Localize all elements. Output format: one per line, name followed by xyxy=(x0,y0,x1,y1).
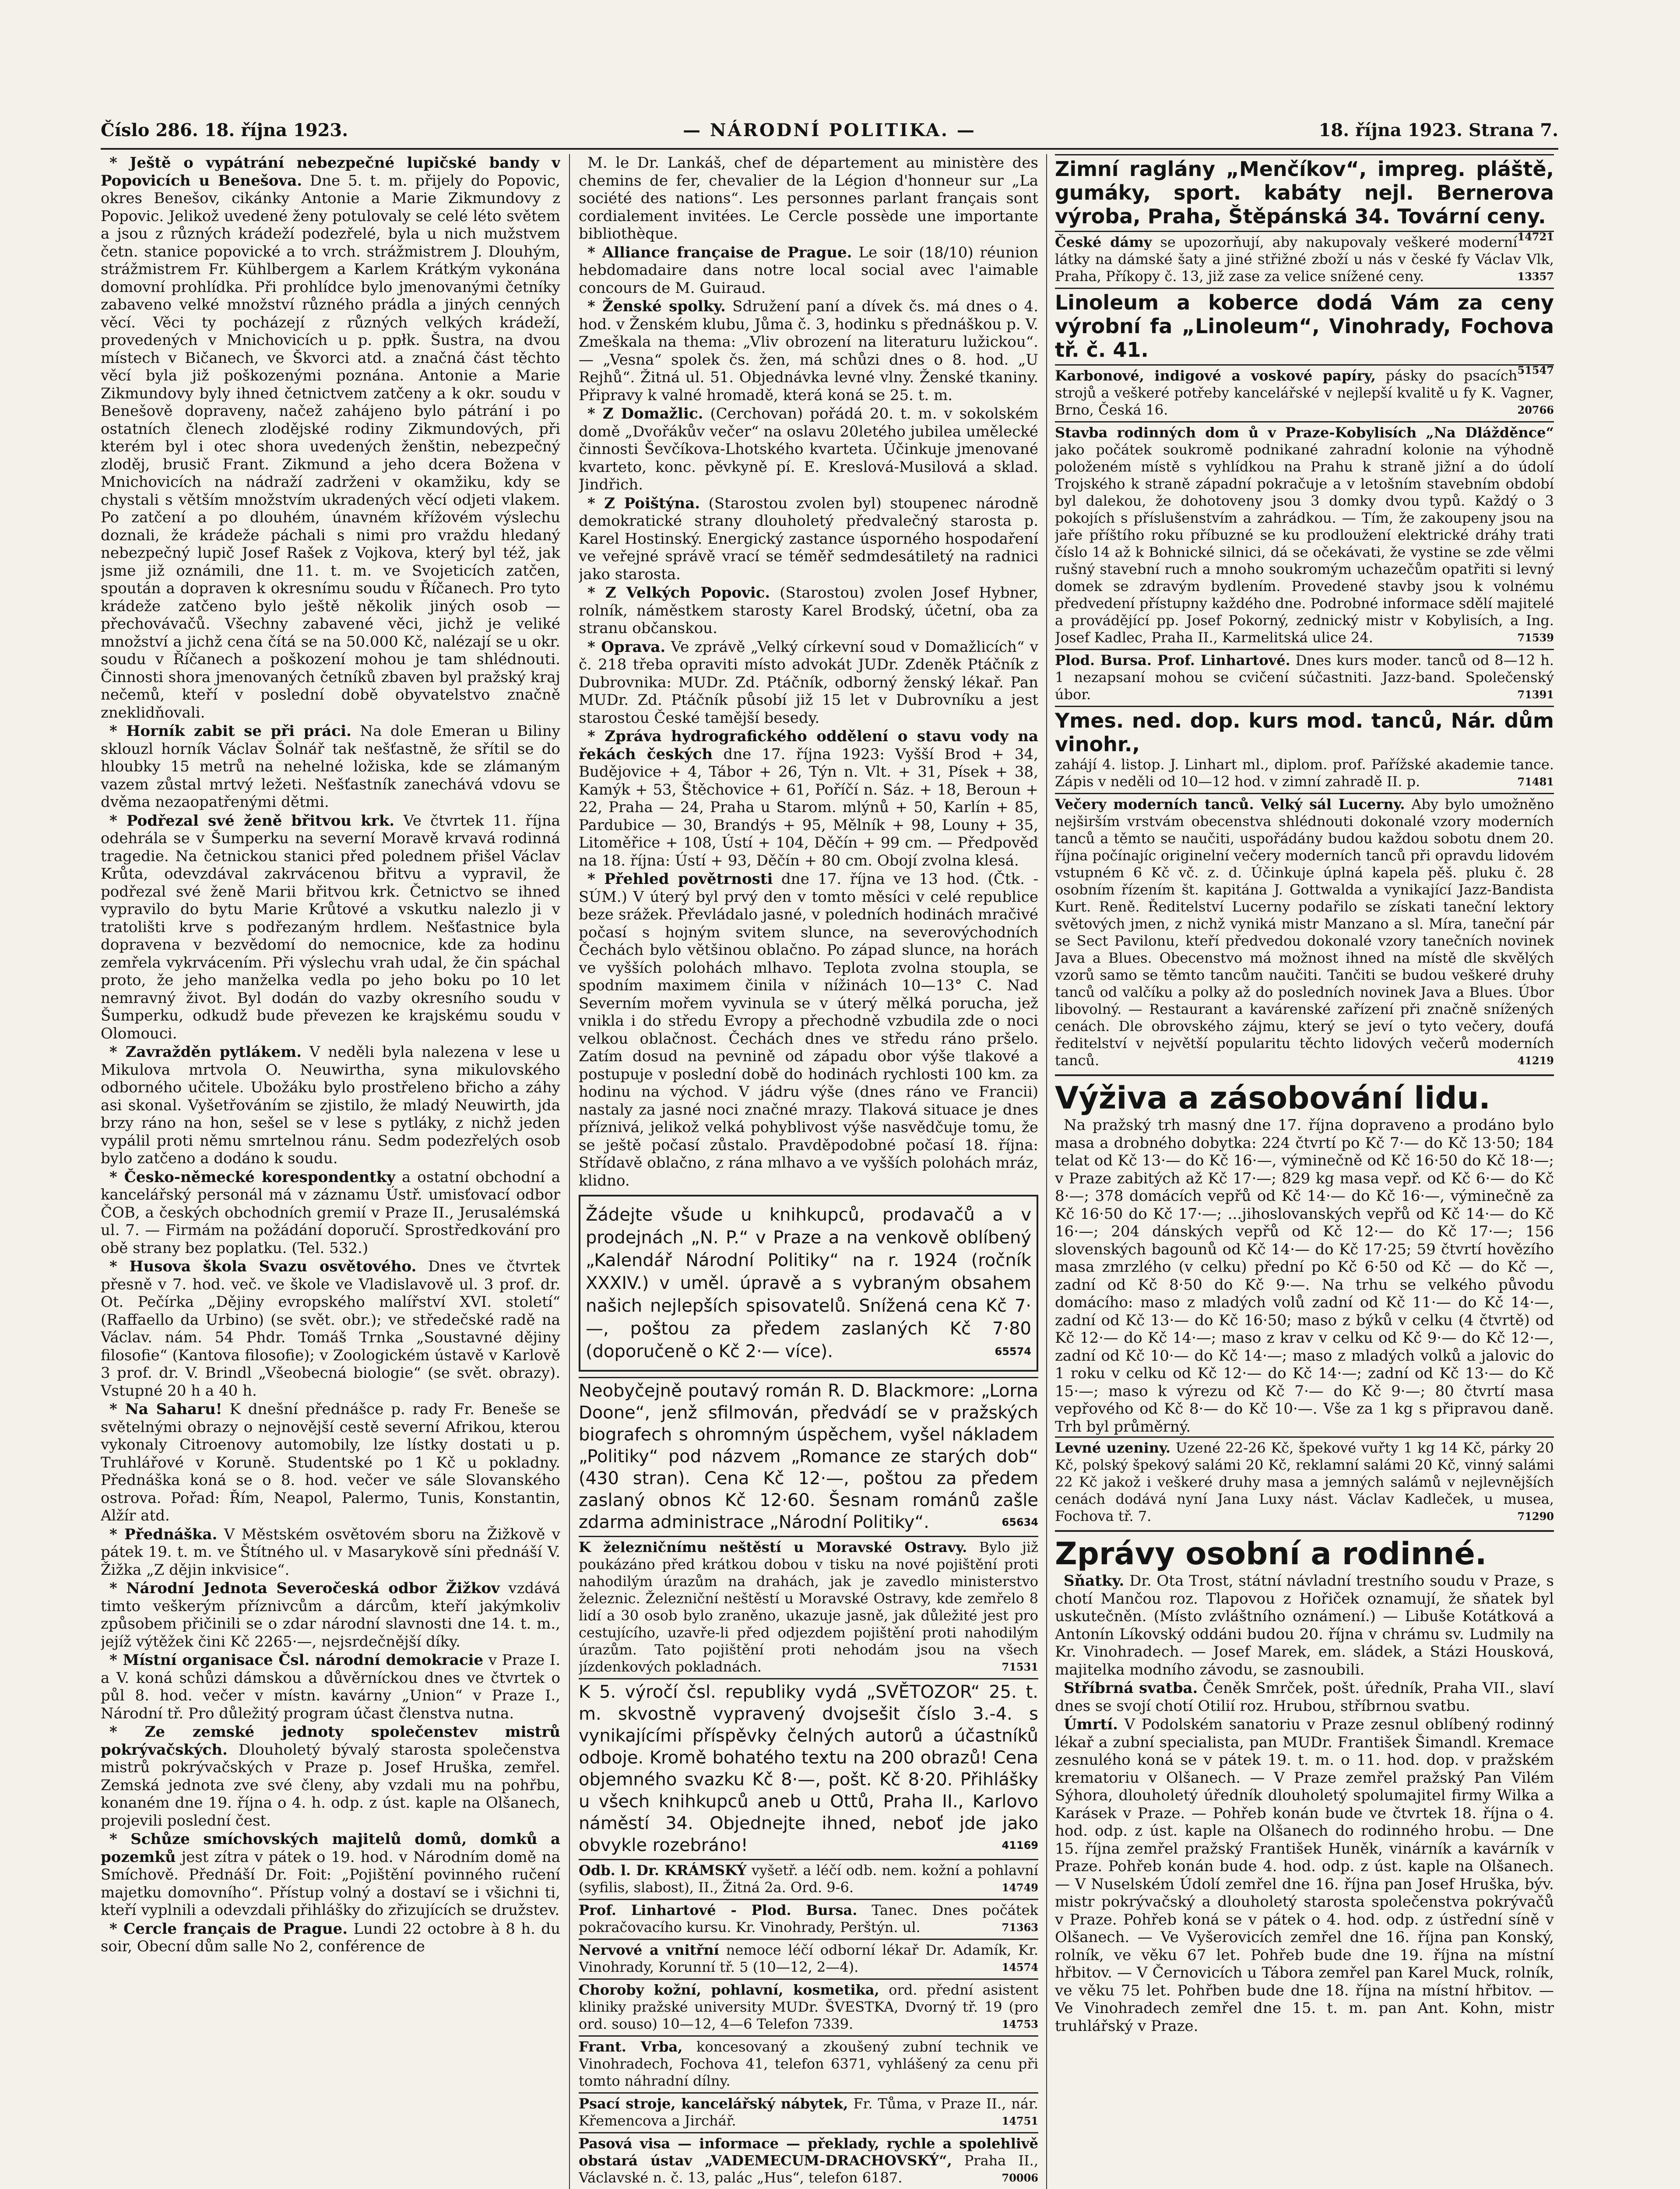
ad-number: 14751 xyxy=(1002,2115,1038,2127)
ad-number: 14753 xyxy=(1002,2018,1038,2031)
article-heading: * Na Saharu! xyxy=(109,1401,222,1418)
ad-text: Dnes kurs moder. tanců od 8—12 h. 1 nezapsaní mohou se cvičení súčastniti. Jazz-band. Společenský úbor. xyxy=(1055,652,1554,703)
newspaper-title: — NÁRODNÍ POLITIKA. — xyxy=(683,120,976,141)
article xyxy=(101,1258,560,1400)
article xyxy=(579,495,1038,584)
ad-number: 13357 xyxy=(1517,270,1554,283)
article xyxy=(579,728,1038,869)
article-text: K dnešní přednášce p. rady Fr. Beneše se světelnými obrazy o nejnovější cestě severní Afrikou, kterou vykonaly Citroenovy automobily, lze lístky dostati u p. Truhlářové v Koruně. Studentské po 1 Kč u pokladny. Přednáška koná se o 8. hod. večer ve sále Slovanského ostrova. Pořad: Řím, Neapol, Palermo, Tunis, Konstantin, Alžír atd. xyxy=(101,1401,560,1524)
ad-text: Praha II., Václavské n. č. 13, palác „Hus“, telefon 6187. xyxy=(579,2152,1038,2186)
news-text: V Podolském sanatoriu v Praze zesnul oblíbený rodinný lékař a zubní specialista, pan MUDr. František Šimandl. Kremace zesnulého koná se v pátek 19. t. m. o 11. hod. dop. v pražském krematoriu v Olšanech. — V Praze zemřel pražský Pan Vilém Sýhora, dlouholetý úředník dlouholetý spolumajitel firmy Wilka a Karásek v Praze. — Pohřeb konán bude ve čtvrtek 18. října o 4. hod. odp. z úst. kaple na Olšanech do rodinného hrobu. — Dne 15. října zemřel pražský František Huněk, vinárník a kavárník v Praze. Pohřeb konán bude 4. hod. odp. z úst. kaple na Olšanech. — V Nuselském Údolí zemřel dne 16. října pan Josef Hruška, býv. mistr pokrývačský a dlouholetý starosta společenstva pokrývačů v Praze. Pohřeb koná se v pátek o 4. hod. odp. z ústřední síně v Olšanech. — Ve Vyšerovicích zemřel dne 16. října pan Konský, rolník, ve věku 67 let. Pohřeb bude dne 19. října na místní hřbitov. — V Černovicích u Tábora zemřel pan Karel Muck, rolník, ve věku 75 let. Pohřben bude dne 18. října na místní hřbitov. — Ve Vinohradech zemřel dne 15. t. m. pan Ant. Kohn, mistr truhlářský v Praze. xyxy=(1055,1716,1554,2035)
article xyxy=(101,1920,560,1956)
article xyxy=(579,244,1038,297)
article-heading: * Ještě o vypátrání nebezpečné lupičské bandy v Popovicích u Benešova. xyxy=(101,154,560,190)
article-text: (Cerchovan) pořádá 20. t. m. v sokolském domě „Dvořákův večer“ na oslavu 20letého jubilea umělecké činnosti Ševčíkova-Lhotského kvarteta. Účinkuje jmenované kvarteto, konc. pěvkyně pí. E. Kreslová-Musilová a sklad. Jindřich. xyxy=(579,405,1038,493)
article-text: dne 17. října ve 13 hod. (Čtk. - SÚM.) V úterý byl prvý den v tomto měsíci v celé republice beze srážek. Převládalo jasné, v poledních hodinách mračivé počasí s hojným svitem slunce, na severovýchodních Čechách bylo většinou oblačno. Po západ slunce, na horách ve vyšších polohách mlhavo. Teplota zvolna stoupla, se spodním maximem činila v nížinách 10—13° C. Nad Severním mořem vyvinula se v úterý mělká porucha, jež vnikla i do středu Evropy a přechodně vzbudila zde o noci velkou oblačnost. Čechách dnes ve středu ráno pršelo. Zatím dosud na pevnině od západu obor výše tlakové a postupuje v poslední době do hodinách rychlosti 100 km. za hodinu na východ. V jádru výše (dnes ráno ve Francii) nastaly za jasné noci značné mrazy. Tlaková situace je dnes příznivá, jelikož velká pohyblivost výše nasvědčuje tomu, že se ještě počasí zůstalo. Pravděpodobné počasí 18. října: Střídavě oblačno, z rána mlhavo a ve vyšších polohách mráz, klidno. xyxy=(579,870,1038,1190)
article xyxy=(101,1723,560,1830)
ad-heading: Prof. Linhartové - Plod. Bursa. xyxy=(579,1902,858,1918)
advertisement xyxy=(1055,421,1554,649)
ad-number: 70006 xyxy=(1002,2171,1038,2184)
ad-text: se upozorňují, aby nakupovaly veškeré moderní látky na dámské šaty a jiné střižné zboží u nás v české fy Václav Vlk, Praha, Příkopy č. 13, již zase za velice snížené ceny. xyxy=(1055,234,1554,285)
ad-text: nemoce léčí odborní lékař Dr. Adamík, Kr. Vinohrady, Korunní tř. 5 (10—12, 2—4). xyxy=(579,1942,1038,1975)
ad-number: 71481 xyxy=(1517,775,1554,788)
classified-ad xyxy=(579,1859,1038,1899)
ad-heading: Frant. Vrba, xyxy=(579,2038,683,2055)
ad-number: 71539 xyxy=(1517,631,1554,644)
advertisement xyxy=(1055,649,1554,706)
article xyxy=(101,722,560,811)
article xyxy=(579,584,1038,637)
article-heading: * Z Velkých Popovic. xyxy=(587,584,770,602)
ad-text: jako počátek soukromě podnikané zahradní kolonie na výhodně položeném místě s vyhlídkou na Prahu k straně jižní a do údolí Trojského k straně západní pokračuje a v letošním stavebním období byl dalekou, že dohotoveny jsou 3 domky dvou typů. Každý o 3 pokojích s příslušenstvím a zahrádkou. — Tím, že zakoupeny jsou na jaře příštího roku příbuzné se ku prodloužení elektrické dráhy trati číslo 14 až k Bohnické silnici, dá se očekávati, že vystine se zde vělmi rušný stavební ruch a mnoho soukromým uchazečům opatřiti si levný domek se zdravým bydlením. Provedené stavby jsou k volnému předvedení přístupny každého dne. Podrobné informace sdělí majitelé a provádějící pp. Josef Pokorný, zednický mistr v Kobylisích, a Ing. Josef Kadlec, Praha II., Karmelitská ulice 24. xyxy=(1055,441,1554,646)
article-text: M. le Dr. Lankáš, chef de département au ministère des chemins de fer, chevalier de la Légion d'honneur sur „La société des nations“. Les personnes parlant français sont cordialement invitées. Le Cercle possède une importante bibliothèque. xyxy=(579,154,1038,243)
ad-heading: Ymes. ned. dop. kurs mod. tanců, Nár. dům vinohr., xyxy=(1055,709,1554,756)
article-heading: * Národní Jednota Severočeská odbor Žižkov xyxy=(109,1580,500,1597)
news-text: Dr. Ota Trost, státní návladní trestního soudu v Praze, s chotí Mančou roz. Tlapovou z Hořiček oznamují, že sňatek byl uskutečněn. (Místo zvláštního oznámení.) — Libuše Kotátková a Antonín Líkovský oddáni budou 20. října v chrámu sv. Ludmily na Kr. Vinohradech. — Josef Marek, em. sládek, a Stázi Housková, majitelka modního závodu, se zasnoubili. xyxy=(1055,1572,1554,1679)
ad-number: 14721 xyxy=(1517,230,1554,243)
personal-news xyxy=(1055,1679,1554,1715)
article-heading: * Zpráva hydrografického oddělení o stavu vody na řekách českých xyxy=(579,728,1038,763)
article-heading: * Podřezal své ženě břitvou krk. xyxy=(109,812,395,830)
article-text: a ostatní obchodní a kancelářský personál má v záznamu Ústř. umisťovací odbor ČOB, a českých obchodních gremií v Praze II., Jerusalémská ul. 7. — Firmám na požádání doporučí. Sprostředkování pro obě strany bez poplatku. (Tel. 532.) xyxy=(101,1168,560,1257)
ad-heading: Odb. l. Dr. KRÁMSKÝ xyxy=(579,1862,747,1879)
news-text: Čeněk Smrček, pošt. úředník, Praha VII., slaví dnes se svojí chotí Otilií roz. Hrubou, stříbrnou svatbu. xyxy=(1055,1679,1554,1715)
column-2 xyxy=(579,154,1038,2189)
article-heading: * Přednáška. xyxy=(109,1525,218,1543)
ad-heading: Stavba rodinných dom ů v Praze-Kobylisích „Na Dlážděnce“ xyxy=(1055,424,1554,441)
ad-number: 41219 xyxy=(1517,1054,1554,1067)
article xyxy=(579,870,1038,1190)
ad-text: koncesovaný a zkoušený zubní technik ve Vinohradech, Fochova 41, telefon 6371, vyhlášený za cenu při tomto náhradní dílny. xyxy=(579,2038,1038,2089)
ad-number: 71363 xyxy=(1002,1921,1038,1934)
article-heading: * Oprava. xyxy=(587,638,666,656)
personal-news xyxy=(1055,1572,1554,1679)
ad-number: 20766 xyxy=(1517,404,1554,416)
ad-ostrava: K železničnímu neštěstí u Moravské Ostravy. Bylo již poukázáno před krátkou dobou v tisku na nové pojištění proti nahodilým úrazům na drahách, jak je zavedlo ministerstvo železnic. Železniční neštěstí u Moravské Ostravy, kde zemřelo 8 lidí a 30 osob bylo zraněno, ukazuje jasně, jak důležité jest pro cestujícího, uzavře-li před odjezdem pojištění proti nahodilým úrazům. Tato pojištění proti nehodám jsou na všech jízdenkových pokladnách. 71531 xyxy=(579,1536,1038,1678)
ad-heading: Linoleum a koberce dodá Vám za ceny výrobní fa „Linoleum“, Vinohrady, Fochova tř. č. 41. xyxy=(1055,291,1554,362)
article xyxy=(579,154,1038,243)
ad-text: Fr. Tůma, v Praze II., nár. Křemencova a Jirchář. xyxy=(579,2095,1038,2129)
article-text: vzdává timto veškerým příznivcům a dárcům, kteří jakýmkoliv způsobem přičinili se o zdar národní slavnosti dne 14. t. m., jejíž výtěžek čini Kč 2265·—, nejsrdečnější díky. xyxy=(101,1580,560,1651)
advertisement xyxy=(1055,364,1554,421)
ad-text: vyšetř. a léčí odb. nem. kožní a pohlavní (syfilis, slabost), II., Žitná 2a. Ord. 9-6. xyxy=(579,1862,1038,1896)
article-text: V Městském osvětovém sboru na Žižkově v pátek 19. t. m. ve Štítného ul. v Masarykově síni přednáší V. Žižka „Z dějin inkvisice“. xyxy=(101,1525,560,1579)
article-text: Ve čtvrtek 11. října odehrála se v Šumperku na severní Moravě krvavá rodinná tragedie. Na četnickou stanici před polednem přišel Václav Krůta, odevzdával zakrvácenou břitvu a vypravil, že podřezal své ženě Marii břitvou krk. Četnictvo se ihned vypravilo do bytu Marie Krůtové a vskutku nalezlo ji v tratolišti krve s podřezaným hrdlem. Nešťastnice byla dopravena v bezvědomí do nemocnice, kde za hodinu zemřela vykrvácením. Při výslechu vrah udal, že čin spáchal proto, že jeho manželka vedla po jeho boku po 10 let nemravný život. Byl dodán do vazby okresního soudu v Šumperku, odkudž bude převezen ke krajskému soudu v Olomouci. xyxy=(101,812,560,1042)
ad-text: pásky do psacích strojů a veškeré potřeby kancelářské v nejlepší kvalitě u fy K. Vagner, Brno, Česká 16. xyxy=(1055,367,1554,418)
article-heading: * Horník zabit se při práci. xyxy=(109,722,351,740)
ad-text: Aby bylo umožněno nejširším vrstvám obecenstva shlédnouti dokonalé vzory moderních tanců a těmto se naučiti, uspořádány budou každou sobotu dnem 20. října počínajíc originelní večery moderních tanců při opravdu lidovém vstupném 6 Kč vč. z. d. Účinkuje úplná kapela pěš. pluku č. 28 osobním řízením št. kapitána J. Gottwalda a vynikající Jazz-Bandista Kurt. Reně. Ředitelství Lucerny podařilo se získati taneční lektory světových jmen, z nichž vyniká mistr Manzano a sl. Míra, taneční pár se Sect Pavilonu, kteří předvedou dokonalé vzory tanečních novinek Java a Blues. Obecenstvo má možnost ihned na místě dle skvělých vzorů samo se těmto tancům naučiti. Tančiti se budou veškeré druhy tanců od valčíku a polky až do posledních novinek Java a Blues. Úbor libovolný. — Restaurant a kavárenské zařízení při značně snížených cenách. Dle obrovského zájmu, který se jeví o tyto večery, doufá ředitelství v největší popularitu těchto lidových večerů moderních tanců. xyxy=(1055,796,1554,1069)
column-3 xyxy=(1055,154,1554,2189)
header-rule xyxy=(101,148,1558,150)
article xyxy=(101,1401,560,1525)
article-text: Ve zprávě „Velký církevní soud v Domažlicích“ v č. 218 třeba opraviti místo advokát JUDr. Zdeněk Ptáčník z Dubrovnika: MUDr. Zd. Ptáčník, odborný ženský lékař. Pan MUDr. Zd. Ptáčník působí již 15 let v Dubrovníku a jest starostou České tamější besedy. xyxy=(579,638,1038,727)
classified-ad xyxy=(579,2035,1038,2092)
ad-svetozor: K 5. výročí čsl. republiky vydá „SVĚTOZOR“ 25. t. m. skvostně vypravený dvojsešit číslo 3.-4. s vynikajícími příspěvky čelných autorů a účastníků odboje. Kromě bohatého textu na 200 obrazů! Cena objemného svazku Kč 8·—, pošt. Kč 8·20. Přihlášky u všech knihkupců aneb u Ottů, Praha II., Karlovo náměstí 34. Objednejte ihned, neboť jde jako obvykle rozebráno! 41169 xyxy=(579,1678,1038,1859)
article xyxy=(579,298,1038,404)
page-header xyxy=(101,115,1558,146)
section-title-vyziva: Výživa a zásobování lidu. xyxy=(1055,1074,1554,1116)
classified-ad xyxy=(579,1939,1038,1978)
ad-heading: Pasová visa — informace — překlady, rychle a spolehlivě obstará ústav „VADEMECUM-DRACHOVSKÝ“, xyxy=(579,2135,1038,2169)
article-heading: * Česko-německé korespondentky xyxy=(109,1168,396,1186)
classified-ad xyxy=(579,2092,1038,2132)
ad-text: Tanec. Dnes počátek pokračovacího kursu. Kr. Vinohrady, Perštýn. ul. xyxy=(579,1902,1038,1936)
article-text: V neděli byla nalezena v lese u Mikulova mrtvola O. Neuwirtha, syna mikulovského odborného učitele. Ubožáku bylo prostřeleno břicho a záhy asi skonal. Vyšetřováním se zjistilo, že mladý Neuwirth, jda brzy ráno na hon, sešel se v lese s pytláky, z nichž jeden vypálil proti němu smrtelnou ránu. Sedm podezřelých osob bylo zatčeno a dodáno k soudu. xyxy=(101,1043,560,1167)
article-text: (Starostou) zvolen Josef Hybner, rolník, náměstkem starosty Karel Brodský, účetní, oba za stranu občanskou. xyxy=(579,584,1038,637)
news-heading: Sňatky. xyxy=(1064,1572,1125,1590)
ad-heading: České dámy xyxy=(1055,234,1152,250)
article-vyziva: Na pražský trh masný dne 17. října dopraveno a prodáno bylo masa a drobného dobytka: 224 čtvrtí po Kč 7·— do Kč 13·50; 184 telat od Kč 13·— do Kč 16·—, výminečně od Kč 16·50 do Kč 18·—; v Praze zabitých až Kč 17·—; 829 kg masa vepř. od Kč 6·— do Kč 8·—; 378 domácích vepřů od Kč 14·— do Kč 16·—, výminečně za Kč 16·50 do Kč 17·—; ...jihoslovanských vepřů od Kč 14·— do Kč 16·—; 204 dánských vepřů od Kč 12·— do Kč 17·—; 156 slovenských bagounů od Kč 14·— do Kč 17·25; 59 čtvrtí hovězího masa zmrzlého (v celku) přední po Kč 6·50 od Kč — do Kč —, zadní od Kč 8·50 do Kč 9·—. Na trhu se velkého původu domácího: maso z mladých volů zadní od Kč 11·— do Kč 14·—, zadní od Kč 13·— do Kč 16·50; maso z býků v celku (4 čtvrtě) od Kč 12·— do Kč 14·—; maso z krav v celku od Kč 9·— do Kč 12·—, zadní od Kč 10·— do Kč 14·—; maso z mladých volků a jalovic do 1 roku v celku od Kč 12·— do Kč 14·—; zadní od Kč 13·— do Kč 15·—; maso k výrezu od Kč 7·— do Kč 9·—; 80 čtvrtí masa vepřového od Kč 8·— do Kč 10·—. Vše za 1 kg s připravou daně. Trh byl průměrný. xyxy=(1055,1116,1554,1436)
article-text: jest zítra v pátek o 19. hod. v Národním domě na Smíchově. Přednáší Dr. Foit: „Pojištění povinného ručení majetku domovního“. Přístup volný a dostaví se i všichni ti, kteří vyplnili a odevzdali přihlášky do zřizujících se družstev. xyxy=(101,1848,560,1919)
section-title-zpravy: Zprávy osobní a rodinné. xyxy=(1055,1530,1554,1572)
article xyxy=(101,1830,560,1919)
article xyxy=(579,638,1038,727)
personal-news xyxy=(1055,1716,1554,2035)
classified-ad xyxy=(579,2132,1038,2189)
ad-heading: Nervové a vnitřní xyxy=(579,1942,719,1958)
article-text: Dlouholetý bývalý starosta společenstva mistrů pokrývačských v Praze p. Josef Hruška, zemřel. Zemská jednota zve své členy, aby vzdali mu na pohřbu, konaném dne 19. října o 4. h. odp. z úst. kaple na Olšanech, projevili poslední čest. xyxy=(101,1741,560,1830)
article-heading: * Alliance française de Prague. xyxy=(587,243,852,261)
article-heading: * Přehled povětrnosti xyxy=(587,870,773,888)
column-divider xyxy=(569,154,570,2189)
article xyxy=(101,1651,560,1722)
column-1 xyxy=(101,154,560,2189)
ad-text: zahájí 4. listop. J. Linhart ml., diplom. prof. Pařížské akademie tance. Zápis v neděli od 10—12 hod. v zimní zahradě II. p. xyxy=(1055,756,1554,790)
ad-heading: Zimní raglány „Menčíkov“, impreg. pláště, gumáky, sport. kabáty nejl. Bernerova výroba, Praha, Štěpánská 34. Tovární ceny. xyxy=(1055,157,1554,228)
article-heading: * Ze zemské jednoty společenstev mistrů pokrývačských. xyxy=(101,1723,560,1759)
ad-number: 14749 xyxy=(1002,1881,1038,1894)
article-heading: * Z Poištýna. xyxy=(587,494,700,512)
article xyxy=(579,405,1038,494)
ad-calendar: Žádejte všude u knihkupců, prodavačů a v prodejnách „N. P.“ v Praze a na venkově oblíbený „Kalendář Národní Politiky“ na r. 1924 (ročník XXXIV.) v uměl. úpravě a s vybraným obsahem našich nejlepších spisovatelů. Snížená cena Kč 7·—, poštou za předem zaslaných Kč 7·80 (doporučeně o Kč 2·— více). 65574 xyxy=(579,1195,1038,1372)
article xyxy=(101,812,560,1043)
article-heading: * Schůze smíchovských majitelů domů, domků a pozemků xyxy=(101,1830,560,1866)
article-heading: * Ženské spolky. xyxy=(587,298,726,315)
ad-lorna-doone: Neobyčejně poutavý román R. D. Blackmore: „Lorna Doone“, jenž sfilmován, předvádí se v pražských biografech s ohromným úspěchem, vyšel nákladem „Politiky“ pod názvem „Romance ze starých dob“ (430 stran). Cena Kč 12·—, poštou za předem zaslaný obnos Kč 12·60. Šesnam románů zašle zdarma administrace „Národní Politiky“. 65634 xyxy=(579,1377,1038,1536)
article-text: dne 17. října 1923: Vyšší Brod + 34, Budějovice + 4, Tábor + 26, Týn n. Vlt. + 31, Písek + 38, Kamýk + 53, Štěchovice + 61, Poříčí n. Sáz. + 18, Beroun + 22, Praha — 24, Praha u Starom. mlýnů + 50, Karlín + 85, Pardubice — 30, Brandýs + 95, Mělník + 98, Louny + 35, Litoměřice + 108, Ústí + 104, Děčín + 99 cm. — Předpověď na 18. října: Ústí + 93, Děčín + 80 cm. Obojí zvolna klesá. xyxy=(579,745,1038,869)
article xyxy=(101,1526,560,1579)
article-heading: * Cercle français de Prague. xyxy=(109,1920,348,1938)
ad-text: ord. přední asistent kliniky pražské university MUDr. ŠVESTKA, Dvorný tř. 19 (pro ord. souso) 10—12, 4—6 Telefon 7339. xyxy=(579,1981,1038,2032)
article-heading: * Z Domažlic. xyxy=(587,405,703,422)
advertisement xyxy=(1055,231,1554,288)
article-text: Na dole Emeran u Biliny sklouzl horník Václav Šolnář tak nešťastně, že sřítil se do hloubky 15 metrů na nehelné ložiska, kde se zlámaným vazem zůstal mrtvý ležeti. Nešťastník zanechává vdovu se dvěma nezaopatřenými dětmi. xyxy=(101,722,560,811)
article-heading: * Husova škola Svazu osvětového. xyxy=(109,1258,417,1275)
issue-number: Číslo 286. 18. října 1923. xyxy=(101,120,348,141)
article-text: Le soir (18/10) réunion hebdomadaire dans notre local social avec l'aimable concours de M. Guiraud. xyxy=(579,243,1038,297)
classified-ad xyxy=(579,1978,1038,2035)
article-text: (Starostou zvolen byl) stoupenec národně demokratické strany dlouholetý předvalečný starosta p. Karel Hostinský. Energický zastance úsporného hospodaření ve veřejné správě vrací se téměř sedmdesátiletý na radnici jako starosta. xyxy=(579,494,1038,583)
article-text: Dnes ve čtvrtek přesně v 7. hod. več. ve škole ve Vladislavově ul. 3 prof. dr. Ot. Pečírka „Dějiny evropského malířství XVI. století“ (Raffaello da Urbino) (se svět. obr.); ve středečské radě na Václav. nám. 54 Phdr. Tomáš Trnka „Soustavné dějiny filosofie“ (Kantova filosofie); v Zoologickém ústavě v Karlově 3 prof. dr. V. Brindl „Všeobecná biologie“ (se svět. obrazy). Vstupné 20 h a 40 h. xyxy=(101,1258,560,1400)
article-text: Dne 5. t. m. přijely do Popovic, okres Benešov, cikánky Antonie a Marie Zikmundovy z Popovic. Jelikož uvedené ženy potulovaly se celé léto světem a jsou z různých krádeží podezřelé, byla u nich mužstvem četn. stanice popovické a to vrch. strážmistrem J. Dlouhým, strážmistrem Fr. Kühlbergem a Karlem Krátkým vykonána domovní prohlídka. Při prohlídce bylo jmenovanými četníky zabaveno velké množství různého prádla a jiných cenných věcí. Věci ty pocházejí z různých velkých krádeží, provedených v Mnichovicích u p. ppłk. Šustra, na dvou místech v Bičanech, ve Škvorci atd. a značná část těchto věcí byla již poškozenými poznána. Antonie a Marie Zikmundovy byly ihned četnictvem zatčeny a k okr. soudu v Benešově dopraveny, načež zahájeno bylo pátrání i po ostatních členech zlodějské rodiny Zikmundových, při kterém byl i otec shora uvedených ženštin, nebezpečný zloděj, brusič Frant. Zikmund a jeho dcera Božena v Mnichovicích na nádraží zadrženi v okamžiku, kdy se chystali s větším množstvím ukradených věcí odjeti vlakem. Po zatčení a po dlouhém, únavném křížovém výslechu doznali, že krádeže páchali s nimi pro vraždu hledaný nebezpečný lupič Josef Rašek z Vojkova, který byl též, jak jsme již oznámili, dne 11. t. m. ve Svojeticích zatčen, spoután a dopraven k okresnímu soudu v Říčanech. Pro tyto krádeže zatčeno bylo ještě několik jiných osob — přechovávačů. Všechny zabavené věci, jichž je veliké množství a jichž cena čítá se na 50.000 Kč, nalézají se u okr. soudu v Říčanech a poškození mohou je tam shlédnouti. Činnosti shora jmenovaných četníků zbaven byl pražský kraj nečemů, kteří v poslední době obyvatelstvo značně zneklidňovali. xyxy=(101,172,560,721)
article xyxy=(101,1168,560,1257)
ad-heading: Psací stroje, kancelářský nábytek, xyxy=(579,2095,848,2112)
news-heading: Stříbrná svatba. xyxy=(1064,1679,1198,1697)
advertisement xyxy=(1055,706,1554,793)
ad-number: 71391 xyxy=(1517,688,1554,701)
ad-heading: Plod. Bursa. Prof. Linhartové. xyxy=(1055,652,1290,669)
advertisement xyxy=(1055,793,1554,1072)
page-number: 18. října 1923. Strana 7. xyxy=(1318,120,1558,141)
news-heading: Úmrtí. xyxy=(1064,1716,1118,1733)
article-text: Sdružení paní a dívek čs. má dnes o 4. hod. v Ženském klubu, Jůma č. 3, hodinku s přednáškou p. V. Zmeškala na thema: „Vliv obrození na literaturu lužickou“. — „Vesna“ spolek čs. žen, má schůzi dnes o 8. hod. „U Rejhů“. Žitná ul. 51. Objednávka levné vlny. Ženské tkaniny. Připravy k valné hromadě, která koná se 25. t. m. xyxy=(579,298,1038,404)
article-text: Lundi 22 octobre à 8 h. du soir, Obecní dům salle No 2, conférence de xyxy=(101,1920,560,1955)
ad-heading: Choroby kožní, pohlavní, kosmetika, xyxy=(579,1981,879,1998)
ad-number: 14574 xyxy=(1002,1961,1038,1974)
article xyxy=(101,1043,560,1168)
ad-number: 51547 xyxy=(1517,364,1554,377)
column-divider xyxy=(1046,154,1047,2189)
article xyxy=(101,154,560,721)
article-heading: * Zavražděn pytlákem. xyxy=(109,1043,302,1061)
article-text: v Praze I. a V. koná schůzi dámskou a důvěrníckou dnes ve čtvrtek o půl 8. hod. večer v místn. kavárny „Union“ v Praze I., Národní tř. Pro důležitý program účast členstva nutna. xyxy=(101,1651,560,1722)
classified-ad xyxy=(579,1899,1038,1939)
ad-heading: Večery moderních tanců. Velký sál Lucerny. xyxy=(1055,796,1405,813)
article-heading: * Místní organisace Čsl. národní demokracie xyxy=(109,1651,484,1669)
ad-uzeniny: Levné uzeniny. Uzené 22-26 Kč, špekové vuřty 1 kg 14 Kč, párky 20 Kč, polský špekový salámi 20 Kč, reklamní salámi 20 Kč, vinný salámi 22 Kč jakož i veškeré druhy masa a jemných salámů v nejlevnějších cenách dodává nyní Jana Luxy nást. Václav Kadleček, u musea, Fochova tř. 7. 71290 xyxy=(1055,1436,1554,1527)
ad-heading: Karbonové, indigové a voskové papíry, xyxy=(1055,367,1376,384)
article xyxy=(101,1580,560,1651)
